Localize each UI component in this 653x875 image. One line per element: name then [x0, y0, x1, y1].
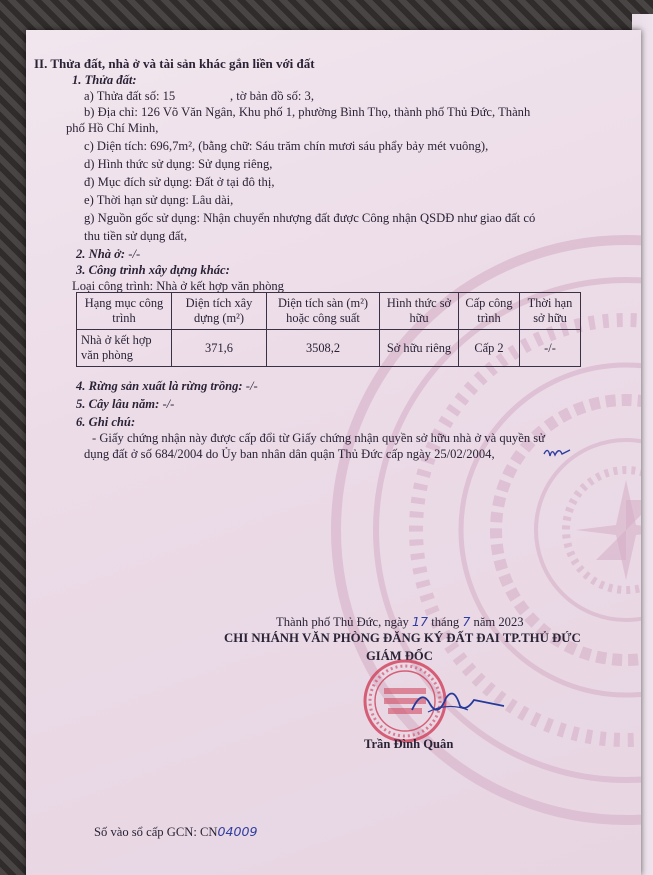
origin-line-2: thu tiền sử dụng đất, [84, 229, 188, 243]
works-table-header [77, 293, 581, 330]
registry-number: 04009 [217, 824, 258, 839]
cell-floor-area: 3508,2 [267, 330, 380, 367]
registry-prefix: CN [200, 825, 218, 839]
origin-line-1: g) Nguồn gốc sử dụng: Nhận chuyển nhượng đất được Công nhận QSDĐ như giao đất có [84, 211, 536, 225]
table-row [77, 330, 581, 367]
header-grade: Cấp công trình [459, 293, 520, 330]
date-month: 7 [462, 614, 471, 629]
perennial-heading: 5. Cây lâu năm: [76, 397, 160, 411]
header-item: Hạng mục công trình [77, 293, 172, 330]
notes-line-1: - Giấy chứng nhận này được cấp đổi từ Giấy chứng nhận quyền sở hữu nhà ở và quyền sử [92, 431, 545, 445]
signer-title: GIÁM ĐỐC [366, 649, 433, 663]
address-line-1: b) Địa chỉ: 126 Võ Văn Ngân, Khu phố 1, phường Bình Thọ, thành phố Thủ Đức, Thành [84, 105, 531, 119]
certificate-page [26, 30, 641, 875]
place-date-prefix: Thành phố Thủ Đức, ngày [276, 615, 409, 629]
area-text: c) Diện tích: 696,7m², (bằng chữ: Sáu trăm chín mươi sáu phẩy bảy mét vuông), [84, 139, 489, 153]
forest-value: -/- [245, 379, 258, 393]
works-type-line: Loại công trình: Nhà ở kết hợp văn phòng [72, 279, 284, 293]
term-text: e) Thời hạn sử dụng: Lâu dài, [84, 193, 234, 207]
notes-heading: 6. Ghi chú: [76, 415, 136, 429]
month-label: tháng [431, 615, 460, 629]
forest-heading: 4. Rừng sản xuất là rừng trồng: [76, 379, 243, 393]
notes-line-2: dụng đất ở số 684/2004 do Ủy ban nhân dân quận Thủ Đức cấp ngày 25/02/2004, [84, 447, 495, 461]
cell-grade: Cấp 2 [459, 330, 520, 367]
house-value: -/- [128, 247, 141, 261]
agency-name: CHI NHÁNH VĂN PHÒNG ĐĂNG KÝ ĐẤT ĐAI TP.THỦ ĐỨC [224, 631, 581, 645]
section-title: II. Thửa đất, nhà ở và tài sản khác gắn liền với đất [34, 56, 315, 71]
date-day: 17 [412, 614, 429, 629]
header-ownership-form: Hình thức sở hữu [380, 293, 459, 330]
map-number: , tờ bản đồ số: 3, [230, 89, 314, 103]
registry-label: Số vào sổ cấp GCN: [94, 825, 197, 839]
cell-item: Nhà ở kết hợp văn phòng [77, 330, 172, 367]
land-heading: 1. Thửa đất: [72, 73, 137, 87]
header-floor-area: Diện tích sàn (m²) hoặc công suất [267, 293, 380, 330]
works-table [76, 292, 581, 367]
cell-build-area: 371,6 [172, 330, 267, 367]
drum-watermark-icon [326, 180, 641, 875]
cell-ownership-term: -/- [520, 330, 581, 367]
house-heading: 2. Nhà ở: [76, 247, 126, 261]
use-form-text: d) Hình thức sử dụng: Sử dụng riêng, [84, 157, 273, 171]
year-label: năm 2023 [473, 615, 524, 629]
header-build-area: Diện tích xây dựng (m²) [172, 293, 267, 330]
perennial-value: -/- [162, 397, 175, 411]
signer-name: Trần Đình Quân [364, 737, 454, 751]
parcel-number: a) Thửa đất số: 15 [84, 89, 176, 103]
works-heading: 3. Công trình xây dựng khác: [76, 263, 230, 277]
purpose-text: đ) Mục đích sử dụng: Đất ở tại đô thị, [84, 175, 275, 189]
handwritten-signature-icon [408, 682, 508, 722]
initial-mark-icon [542, 444, 572, 460]
cell-ownership-form: Sở hữu riêng [380, 330, 459, 367]
header-ownership-term: Thời hạn sở hữu [520, 293, 581, 330]
address-line-2: phố Hồ Chí Minh, [66, 121, 159, 135]
